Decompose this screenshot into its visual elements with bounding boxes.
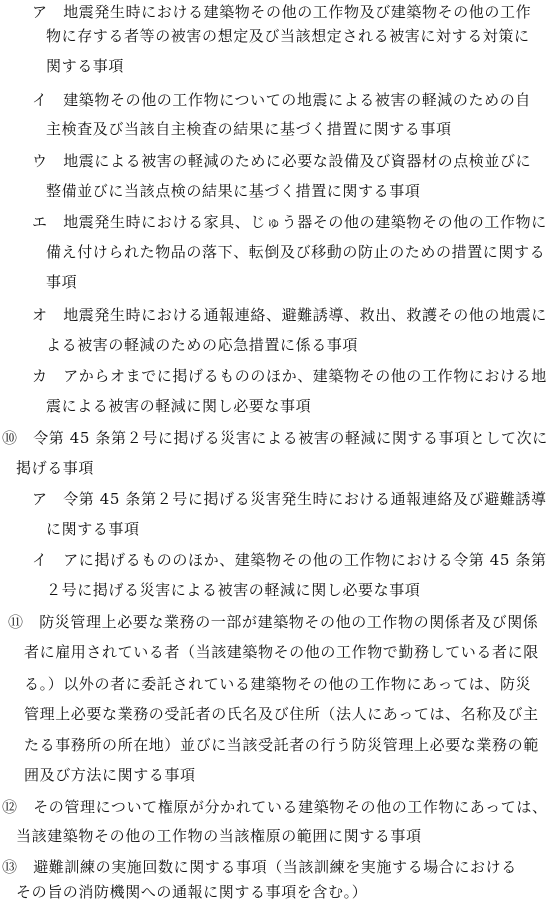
text-line: に関する事項	[46, 520, 140, 538]
text-line: 主検査及び当該自主検査の結果に基づく措置に関する事項	[46, 120, 452, 138]
text-line: イ アに掲げるもののほか、建築物その他の工作物における令第 45 条第	[32, 551, 547, 569]
text-line: 当該建築物その他の工作物の当該権原の範囲に関する事項	[16, 827, 422, 845]
text-line: ア 地震発生時における建築物その他の工作物及び建築物その他の工作	[32, 3, 532, 21]
text-line: 者に雇用されている者（当該建築物その他の工作物で勤務している者に限	[24, 643, 539, 661]
text-line: ２号に掲げる災害による被害の軽減に関し必要な事項	[46, 581, 421, 599]
text-line: 震による被害の軽減に関し必要な事項	[46, 397, 312, 415]
text-line: ⑬ 避難訓練の実施回数に関する事項（当該訓練を実施する場合における	[2, 858, 517, 876]
text-line: オ 地震発生時における通報連絡、避難誘導、救出、救護その他の地震に	[32, 306, 547, 324]
text-line: 事項	[46, 273, 78, 291]
text-line: 物に存する者等の被害の想定及び当該想定される被害に対する対策に	[46, 27, 530, 45]
text-line: 管理上必要な業務の受託者の氏名及び住所（法人にあっては、名称及び主	[24, 705, 539, 723]
text-line: エ 地震発生時における家具、じゅう器その他の建築物その他の工作物に	[32, 213, 547, 231]
text-line: よる被害の軽減のための応急措置に係る事項	[46, 336, 359, 354]
text-line: 関する事項	[46, 57, 125, 75]
text-line: ⑩ 令第 45 条第２号に掲げる災害による被害の軽減に関する事項として次に	[2, 429, 548, 447]
text-line: その旨の消防機関への通報に関する事項を含む。）	[16, 883, 368, 901]
text-line: ⑪ 防災管理上必要な業務の一部が建築物その他の工作物の関係者及び関係	[8, 613, 539, 631]
text-line: 備え付けられた物品の落下、転倒及び移動の防止のための措置に関する	[46, 243, 546, 261]
text-line: イ 建築物その他の工作物についての地震による被害の軽減のための自	[32, 91, 531, 109]
text-line: ア 令第 45 条第２号に掲げる災害発生時における通報連絡及び避難誘導	[32, 490, 547, 508]
text-line: 掲げる事項	[16, 459, 95, 477]
text-line: カ アからオまでに掲げるもののほか、建築物その他の工作物における地	[32, 367, 547, 385]
text-line: 整備並びに当該点検の結果に基づく措置に関する事項	[46, 182, 421, 200]
text-line: ⑫ その管理について権原が分かれている建築物その他の工作物にあっては、	[2, 798, 548, 816]
text-line: る。）以外の者に委託されている建築物その他の工作物にあっては、防災	[24, 675, 532, 693]
text-line: 囲及び方法に関する事項	[24, 766, 196, 784]
text-line: たる事務所の所在地）並びに当該受託者の行う防災管理上必要な業務の範	[24, 736, 539, 754]
text-line: ウ 地震による被害の軽減のために必要な設備及び資器材の点検並びに	[32, 152, 532, 170]
